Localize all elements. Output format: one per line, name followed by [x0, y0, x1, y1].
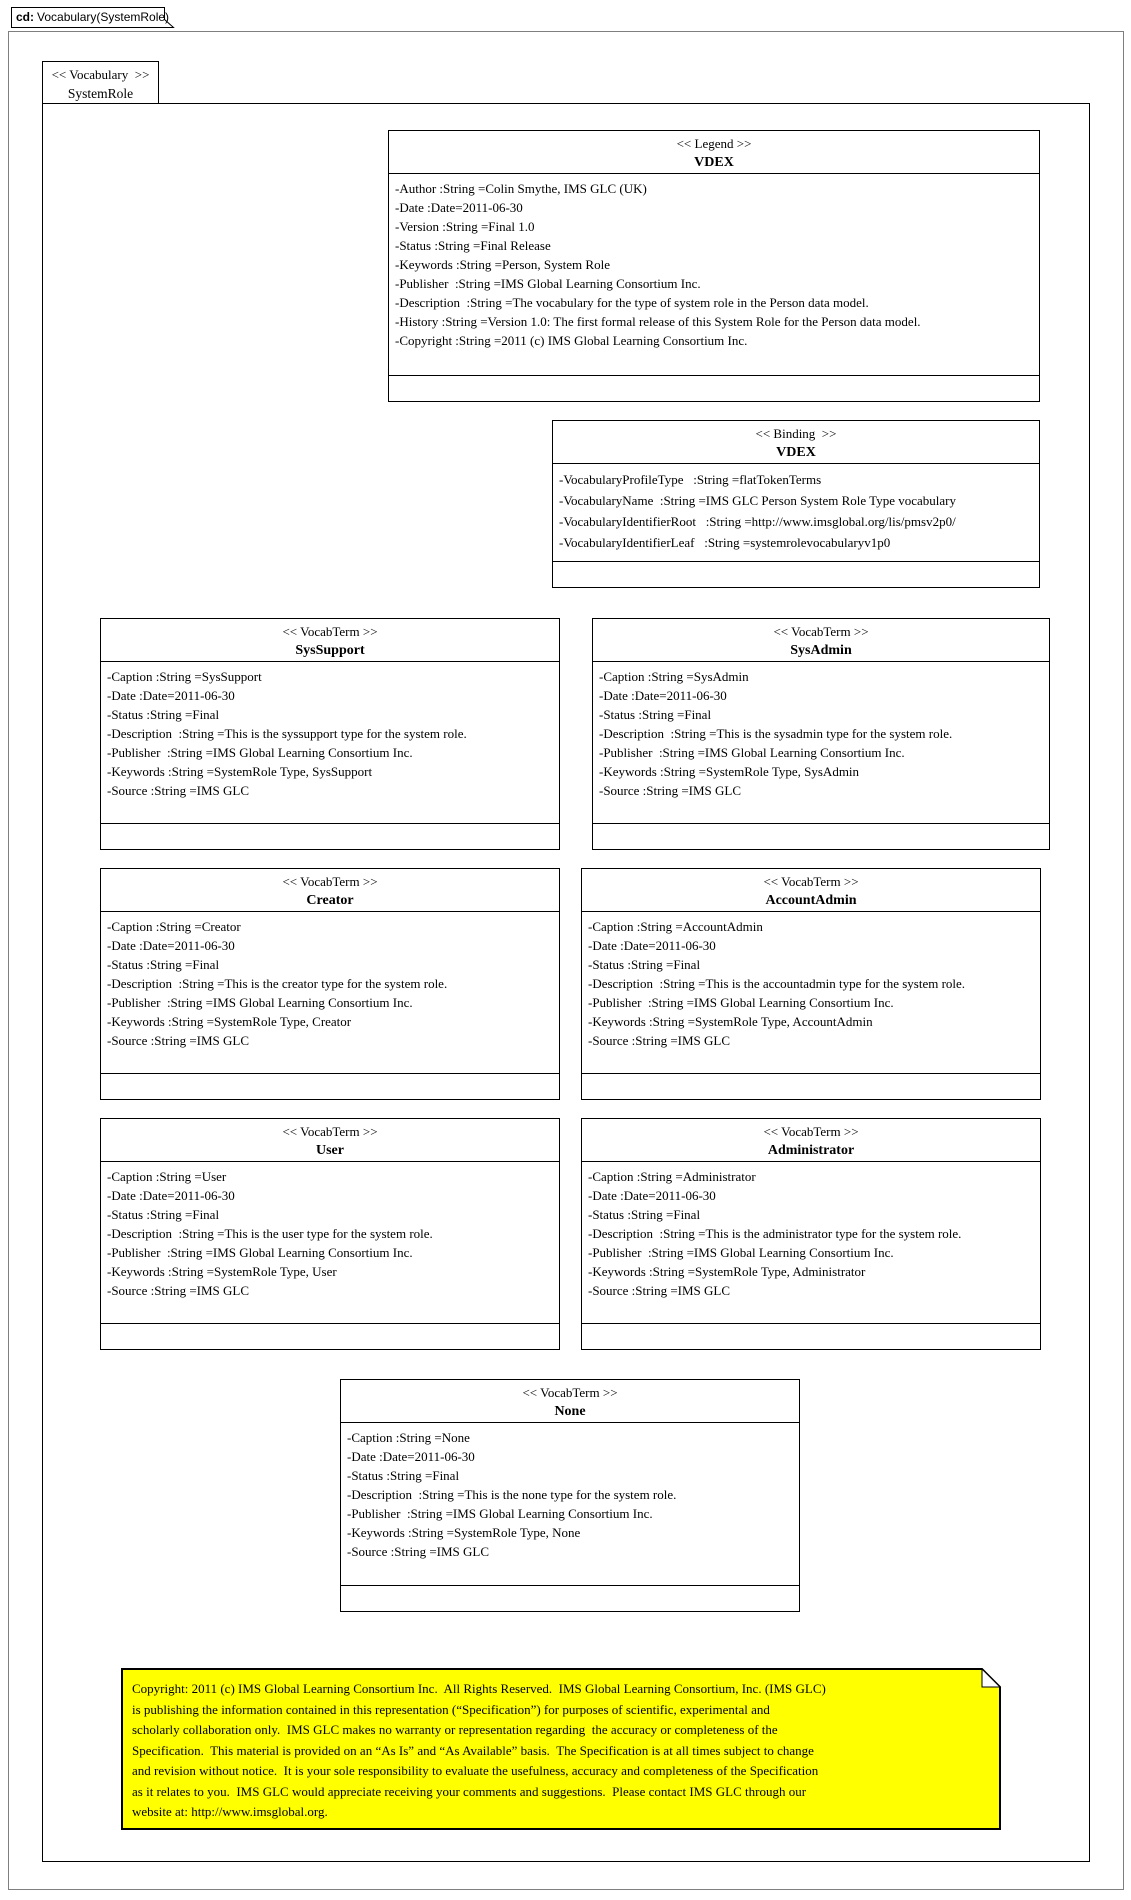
administrator-attribute-line: -Source :String =IMS GLC — [588, 1283, 731, 1298]
creator-attribute-line: -Source :String =IMS GLC — [107, 1033, 250, 1048]
none-name: None — [554, 1404, 586, 1419]
sysadmin-footer-compartment — [593, 824, 1049, 849]
binding-stereotype: << Binding >> — [755, 426, 837, 441]
legend-attribute-line: -Author :String =Colin Smythe, IMS GLC (UK) — [395, 181, 647, 196]
legend-attribute-line: -Description :String =The vocabulary for the type of system role in the Person data model. — [395, 295, 869, 310]
none-attribute-line: -Caption :String =None — [347, 1430, 470, 1445]
none-attribute-line: -Date :Date=2011-06-30 — [347, 1449, 475, 1464]
accountadmin-footer-compartment — [582, 1074, 1040, 1099]
none-footer-compartment — [341, 1586, 799, 1611]
legend-attributes — [389, 174, 1039, 376]
accountadmin-stereotype: << VocabTerm >> — [763, 874, 859, 889]
syssupport-box-title — [101, 619, 559, 662]
sysadmin-attribute-line: -Keywords :String =SystemRole Type, SysAdmin — [599, 764, 860, 779]
accountadmin-box-title — [582, 869, 1040, 912]
sysadmin-stereotype: << VocabTerm >> — [773, 624, 869, 639]
syssupport-attribute-line: -Date :Date=2011-06-30 — [107, 688, 235, 703]
creator-attribute-line: -Publisher :String =IMS Global Learning Consortium Inc. — [107, 995, 413, 1010]
accountadmin-attribute-line: -Publisher :String =IMS Global Learning Consortium Inc. — [588, 995, 894, 1010]
accountadmin-attribute-line: -Date :Date=2011-06-30 — [588, 938, 716, 953]
sysadmin-attribute-line: -Description :String =This is the sysadmin type for the system role. — [599, 726, 953, 741]
creator-box-title — [101, 869, 559, 912]
vocabterm-none-box — [340, 1379, 800, 1612]
sysadmin-attributes — [593, 662, 1049, 824]
binding-attributes — [553, 464, 1039, 562]
administrator-attribute-line: -Description :String =This is the administrator type for the system role. — [588, 1226, 962, 1241]
none-attribute-line: -Source :String =IMS GLC — [347, 1544, 490, 1559]
syssupport-attribute-line: -Caption :String =SysSupport — [107, 669, 262, 684]
diagram-tab — [11, 7, 176, 28]
user-stereotype: << VocabTerm >> — [282, 1124, 378, 1139]
accountadmin-name: AccountAdmin — [765, 893, 857, 908]
user-attribute-line: -Date :Date=2011-06-30 — [107, 1188, 235, 1203]
note-line: Copyright: 2011 (c) IMS Global Learning Consortium Inc. All Rights Reserved. IMS Global Learning Consortium, Inc. (IMS GLC) — [132, 1681, 826, 1696]
user-attribute-line: -Source :String =IMS GLC — [107, 1283, 250, 1298]
user-name: User — [316, 1143, 344, 1158]
user-attributes — [101, 1162, 559, 1324]
legend-attribute-line: -Date :Date=2011-06-30 — [395, 200, 523, 215]
administrator-attribute-line: -Publisher :String =IMS Global Learning Consortium Inc. — [588, 1245, 894, 1260]
syssupport-attribute-line: -Publisher :String =IMS Global Learning Consortium Inc. — [107, 745, 413, 760]
tab-text — [11, 7, 176, 24]
binding-footer-compartment — [553, 562, 1039, 587]
creator-attribute-line: -Description :String =This is the creator type for the system role. — [107, 976, 448, 991]
note-line: scholarly collaboration only. IMS GLC makes no warranty or representation regarding the accuracy or completeness of the — [132, 1722, 778, 1737]
vocabterm-sysadmin-box — [592, 618, 1050, 850]
user-attribute-line: -Caption :String =User — [107, 1169, 227, 1184]
administrator-footer-compartment — [582, 1324, 1040, 1349]
binding-box-title — [553, 421, 1039, 464]
legend-attribute-line: -Version :String =Final 1.0 — [395, 219, 535, 234]
creator-attribute-line: -Date :Date=2011-06-30 — [107, 938, 235, 953]
accountadmin-attribute-line: -Keywords :String =SystemRole Type, AccountAdmin — [588, 1014, 873, 1029]
binding-box — [552, 420, 1040, 588]
creator-attribute-line: -Caption :String =Creator — [107, 919, 241, 934]
administrator-stereotype: << VocabTerm >> — [763, 1124, 859, 1139]
sysadmin-name: SysAdmin — [790, 643, 852, 658]
syssupport-attribute-line: -Keywords :String =SystemRole Type, SysSupport — [107, 764, 373, 779]
sysadmin-attribute-line: -Date :Date=2011-06-30 — [599, 688, 727, 703]
syssupport-attribute-line: -Description :String =This is the syssupport type for the system role. — [107, 726, 467, 741]
sysadmin-attribute-line: -Source :String =IMS GLC — [599, 783, 742, 798]
administrator-attribute-line: -Date :Date=2011-06-30 — [588, 1188, 716, 1203]
sysadmin-box-title — [593, 619, 1049, 662]
sysadmin-attribute-line: -Status :String =Final — [599, 707, 712, 722]
legend-attribute-line: -Publisher :String =IMS Global Learning Consortium Inc. — [395, 276, 701, 291]
vocabterm-syssupport-box — [100, 618, 560, 850]
note-line: and revision without notice. It is your sole responsibility to evaluate the usefulness, accuracy and completeness of the Specification — [132, 1763, 819, 1778]
accountadmin-attributes — [582, 912, 1040, 1074]
user-attribute-line: -Keywords :String =SystemRole Type, User — [107, 1264, 337, 1279]
creator-footer-compartment — [101, 1074, 559, 1099]
creator-attribute-line: -Status :String =Final — [107, 957, 220, 972]
syssupport-name: SysSupport — [295, 643, 365, 658]
syssupport-attributes — [101, 662, 559, 824]
vocabulary-frame-header — [42, 61, 159, 104]
administrator-attribute-line: -Caption :String =Administrator — [588, 1169, 756, 1184]
tab-keyword: cd: — [16, 10, 34, 24]
tab-label: Vocabulary(SystemRole) — [37, 10, 170, 24]
accountadmin-attribute-line: -Description :String =This is the accountadmin type for the system role. — [588, 976, 966, 991]
administrator-attribute-line: -Status :String =Final — [588, 1207, 701, 1222]
none-box-title — [341, 1380, 799, 1423]
note-line: is publishing the information contained in this representation (“Specification”) for purposes of scientific, experimental and — [132, 1701, 770, 1717]
vocabterm-administrator-box — [581, 1118, 1041, 1350]
note-text — [132, 1679, 980, 1823]
syssupport-stereotype: << VocabTerm >> — [282, 624, 378, 639]
none-attribute-line: -Description :String =This is the none type for the system role. — [347, 1487, 677, 1502]
legend-stereotype: << Legend >> — [676, 136, 752, 151]
user-attribute-line: -Description :String =This is the user type for the system role. — [107, 1226, 433, 1241]
binding-attribute-line: -VocabularyIdentifierLeaf :String =systemrolevocabularyv1p0 — [559, 535, 891, 550]
note-line: Specification. This material is provided on an “As Is” and “As Available” basis. The Specification is at all times subject to change — [132, 1742, 814, 1758]
legend-footer-compartment — [389, 376, 1039, 401]
creator-attributes — [101, 912, 559, 1074]
none-attribute-line: -Keywords :String =SystemRole Type, None — [347, 1525, 581, 1540]
user-footer-compartment — [101, 1324, 559, 1349]
vocabterm-creator-box — [100, 868, 560, 1100]
user-attribute-line: -Status :String =Final — [107, 1207, 220, 1222]
legend-attribute-line: -Copyright :String =2011 (c) IMS Global Learning Consortium Inc. — [395, 333, 748, 348]
binding-attribute-line: -VocabularyName :String =IMS GLC Person System Role Type vocabulary — [559, 493, 956, 508]
sysadmin-attribute-line: -Caption :String =SysAdmin — [599, 669, 749, 684]
note-line: as it relates to you. IMS GLC would appreciate receiving your comments and suggestions. Please contact IMS GLC through our — [132, 1783, 807, 1799]
user-box-title — [101, 1119, 559, 1162]
legend-name: VDEX — [694, 155, 734, 170]
accountadmin-attribute-line: -Source :String =IMS GLC — [588, 1033, 731, 1048]
syssupport-footer-compartment — [101, 824, 559, 849]
administrator-name: Administrator — [767, 1143, 855, 1158]
creator-name: Creator — [306, 893, 354, 908]
none-attributes — [341, 1423, 799, 1586]
legend-box-title — [389, 131, 1039, 174]
syssupport-attribute-line: -Status :String =Final — [107, 707, 220, 722]
binding-attribute-line: -VocabularyProfileType :String =flatTokenTerms — [559, 472, 822, 487]
creator-stereotype: << VocabTerm >> — [282, 874, 378, 889]
legend-attribute-line: -Status :String =Final Release — [395, 238, 551, 253]
vocabterm-user-box — [100, 1118, 560, 1350]
creator-attribute-line: -Keywords :String =SystemRole Type, Creator — [107, 1014, 352, 1029]
user-attribute-line: -Publisher :String =IMS Global Learning Consortium Inc. — [107, 1245, 413, 1260]
accountadmin-attribute-line: -Caption :String =AccountAdmin — [588, 919, 763, 934]
legend-attribute-line: -History :String =Version 1.0: The first formal release of this System Role for the Person data model. — [395, 314, 921, 329]
syssupport-attribute-line: -Source :String =IMS GLC — [107, 783, 250, 798]
administrator-attributes — [582, 1162, 1040, 1324]
administrator-box-title — [582, 1119, 1040, 1162]
binding-name: VDEX — [776, 445, 816, 460]
legend-box — [388, 130, 1040, 402]
frame-stereotype: << Vocabulary >> — [51, 67, 150, 82]
frame-name: SystemRole — [67, 86, 134, 101]
accountadmin-attribute-line: -Status :String =Final — [588, 957, 701, 972]
none-stereotype: << VocabTerm >> — [522, 1385, 618, 1400]
administrator-attribute-line: -Keywords :String =SystemRole Type, Administrator — [588, 1264, 866, 1279]
none-attribute-line: -Status :String =Final — [347, 1468, 460, 1483]
binding-attribute-line: -VocabularyIdentifierRoot :String =http://www.imsglobal.org/lis/pmsv2p0/ — [559, 514, 956, 529]
copyright-note — [121, 1668, 1002, 1831]
note-line: website at: http://www.imsglobal.org. — [132, 1804, 328, 1819]
none-attribute-line: -Publisher :String =IMS Global Learning Consortium Inc. — [347, 1506, 653, 1521]
vocabterm-accountadmin-box — [581, 868, 1041, 1100]
sysadmin-attribute-line: -Publisher :String =IMS Global Learning Consortium Inc. — [599, 745, 905, 760]
legend-attribute-line: -Keywords :String =Person, System Role — [395, 257, 610, 272]
